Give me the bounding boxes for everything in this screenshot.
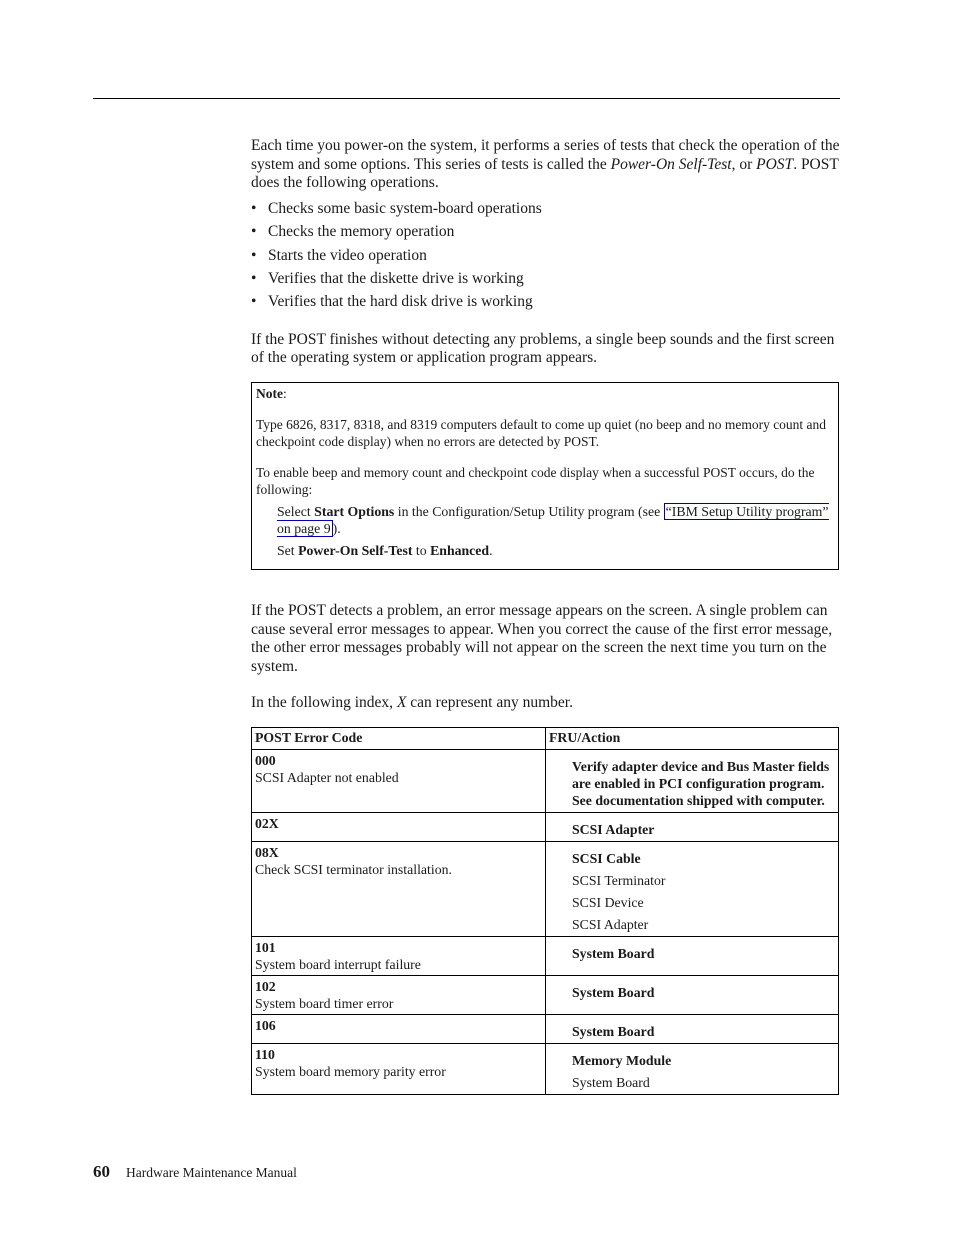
list-item-text: Verifies that the diskette drive is working (268, 270, 524, 287)
fru-action-cell (546, 936, 839, 975)
header-rule (93, 98, 840, 99)
post-error-table (251, 727, 839, 1095)
bullet-icon: • (251, 246, 257, 264)
index-text: can represent any number. (406, 694, 573, 712)
table-row (252, 749, 839, 812)
intro-term-post: POST (756, 155, 794, 173)
note-step-2 (277, 542, 834, 559)
error-paragraph: If the POST detects a problem, an error message appears on the screen. A single problem can cause several error messages to appear. When you correct the cause of the first error message, the other error messages probably will not appear on the screen the next time you turn on the system. (251, 602, 833, 675)
index-paragraph (251, 694, 841, 713)
error-code: 101 (255, 939, 276, 955)
error-code-cell (252, 975, 546, 1014)
error-code-cell (252, 1043, 546, 1094)
table-body (252, 749, 839, 1094)
list-item (251, 244, 841, 267)
intro-text: Each time you power-on the system, it performs a series of tests that check the operation of the system and some options. This series of tests is called the (251, 137, 840, 173)
note-step-1 (277, 503, 834, 537)
intro-text: . POST does the following operations. (251, 155, 839, 192)
fru-action: System Board (572, 1074, 650, 1090)
error-code: 02X (255, 815, 279, 831)
column-header-action: FRU/Action (546, 727, 839, 749)
step-term: Start Options (314, 504, 395, 519)
error-code-cell (252, 841, 546, 936)
error-description: SCSI Adapter not enabled (255, 769, 399, 785)
error-code: 08X (255, 844, 279, 860)
page-footer (93, 1162, 297, 1182)
bullet-icon: • (251, 199, 257, 217)
footer-title: Hardware Maintenance Manual (126, 1165, 297, 1180)
error-code-cell (252, 812, 546, 841)
post-operations-list (251, 197, 841, 314)
step-term: Power-On Self-Test (298, 543, 413, 558)
error-description: System board memory parity error (255, 1063, 446, 1079)
column-header-code: POST Error Code (252, 727, 546, 749)
table-header-row (252, 727, 839, 749)
error-description: System board interrupt failure (255, 956, 421, 972)
error-code: 102 (255, 978, 276, 994)
fru-action-cell (546, 812, 839, 841)
step-term: Enhanced (430, 543, 490, 558)
setup-utility-link[interactable]: “IBM Setup Utility program” on page 9 (277, 504, 829, 536)
list-item (251, 197, 841, 220)
list-item-text: Verifies that the hard disk drive is working (268, 293, 533, 311)
fru-action: Verify adapter device and Bus Master fields are enabled in PCI configuration program. See documentation shipped with computer. (572, 758, 830, 808)
note-steps (256, 503, 834, 559)
bullet-icon: • (251, 270, 257, 287)
table-row (252, 1014, 839, 1043)
error-description: System board timer error (255, 995, 394, 1011)
error-code-cell (252, 1014, 546, 1043)
bullet-icon: • (251, 223, 257, 241)
note-label (256, 385, 834, 402)
step-text: Select (277, 504, 315, 519)
index-variable: X (396, 694, 407, 712)
fru-action: System Board (572, 945, 655, 961)
fru-action: SCSI Cable (572, 850, 641, 866)
fru-action: SCSI Terminator (572, 872, 666, 888)
table-row (252, 975, 839, 1014)
note-label-colon: : (283, 386, 287, 401)
fru-action: SCSI Device (572, 894, 644, 910)
table-row (252, 812, 839, 841)
note-label-text: Note (256, 386, 283, 401)
note-box (251, 382, 839, 570)
table-row (252, 936, 839, 975)
page-content (251, 137, 841, 1095)
list-item-text: Checks some basic system-board operations (268, 199, 542, 217)
list-item (251, 220, 841, 243)
fru-action: SCSI Adapter (572, 916, 649, 932)
error-description: Check SCSI terminator installation. (255, 861, 452, 877)
intro-text: , or (731, 155, 757, 173)
intro-term-post-full: Power-On Self-Test (610, 155, 732, 173)
table-row (252, 841, 839, 936)
error-code-cell (252, 936, 546, 975)
index-text: In the following index, (251, 694, 397, 712)
bullet-icon: • (251, 293, 257, 311)
note-paragraph: Type 6826, 8317, 8318, and 8319 computers default to come up quiet (no beep and no memory count and checkpoint code display) when no errors are detected by POST. (256, 417, 827, 449)
fru-action: System Board (572, 984, 655, 1000)
fru-action: Memory Module (572, 1052, 672, 1068)
fru-action-cell (546, 1014, 839, 1043)
fru-action-cell (546, 749, 839, 812)
note-paragraph: To enable beep and memory count and checkpoint code display when a successful POST occurs, do the following: (256, 465, 815, 497)
error-code: 110 (255, 1046, 275, 1062)
fru-action: SCSI Adapter (572, 821, 655, 837)
success-paragraph: If the POST finishes without detecting any problems, a single beep sounds and the first screen of the operating system or application program appears. (251, 330, 835, 367)
step-text: Set (277, 543, 299, 558)
step-text: to (412, 543, 431, 558)
fru-action-cell (546, 1043, 839, 1094)
error-code: 106 (255, 1017, 276, 1033)
fru-action: System Board (572, 1023, 655, 1039)
table-row (252, 1043, 839, 1094)
list-item (251, 290, 841, 313)
list-item-text: Starts the video operation (268, 246, 427, 264)
page-number: 60 (93, 1162, 110, 1181)
step-text: . (489, 543, 493, 558)
fru-action-cell (546, 841, 839, 936)
list-item (251, 267, 841, 290)
error-code-cell (252, 749, 546, 812)
intro-paragraph (251, 137, 841, 193)
fru-action-cell (546, 975, 839, 1014)
list-item-text: Checks the memory operation (268, 223, 455, 241)
error-code: 000 (255, 752, 276, 768)
step-text: ). (332, 521, 341, 536)
step-text: in the Configuration/Setup Utility program (see (394, 504, 664, 519)
